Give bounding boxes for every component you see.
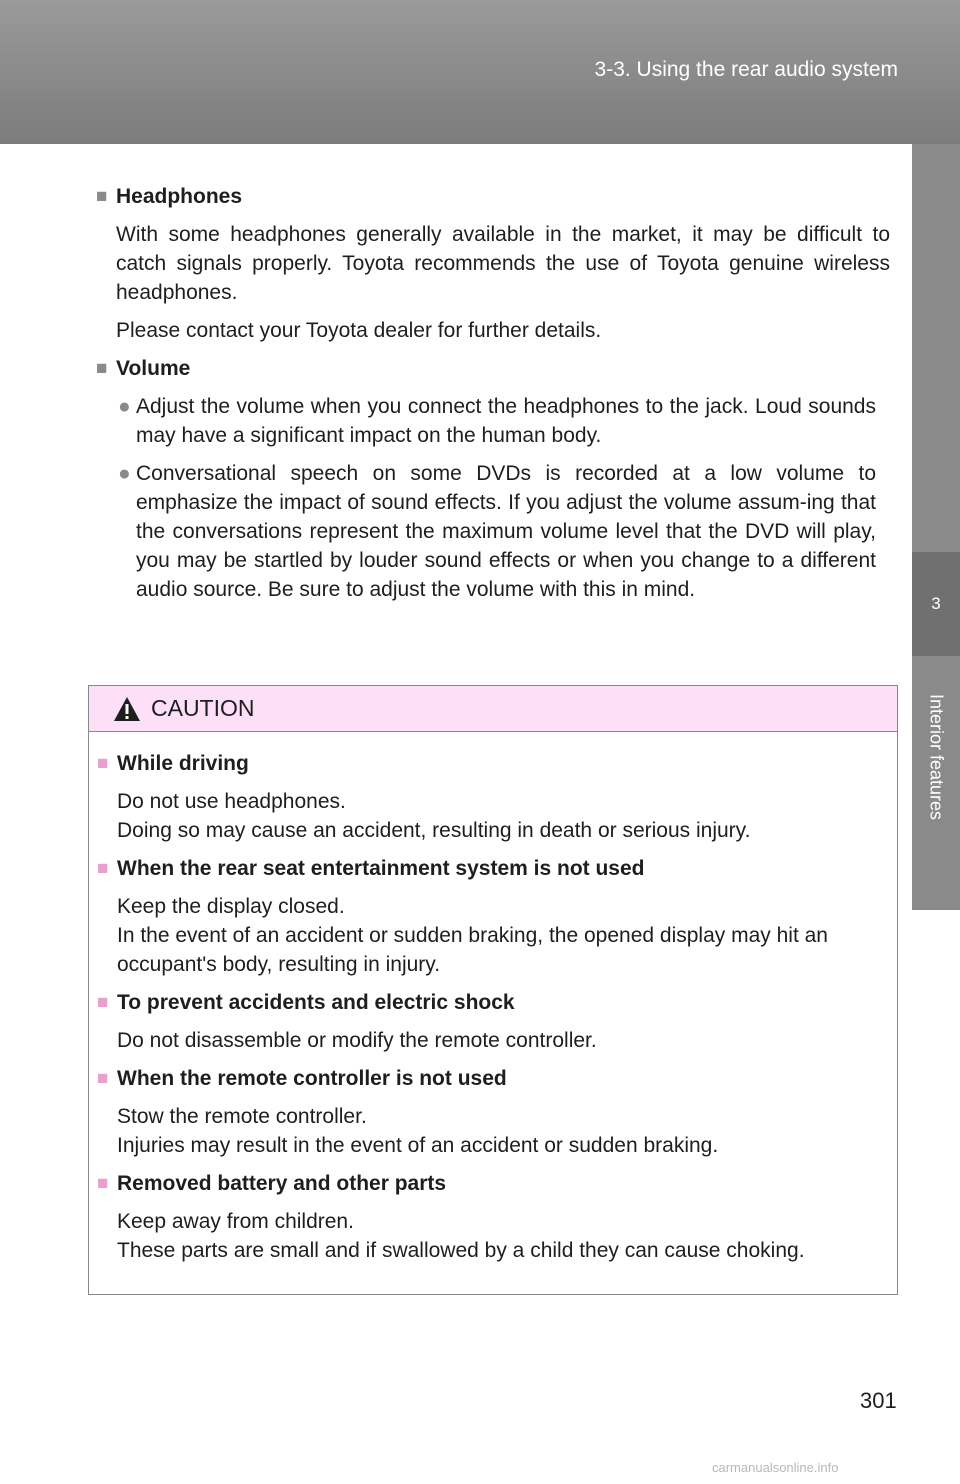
caution-item-text <box>117 1102 889 1160</box>
caution-line: Injuries may result in the event of an accident or sudden braking. <box>117 1134 719 1157</box>
caution-item-heading <box>97 988 889 1017</box>
main-content <box>96 182 890 613</box>
caution-line: Do not disassemble or modify the remote controller. <box>117 1029 597 1052</box>
caution-line: Do not use headphones. <box>117 790 346 813</box>
square-bullet-icon: ■ <box>97 992 109 1013</box>
caution-item-text <box>117 892 889 979</box>
caution-line: Keep the display closed. <box>117 895 345 918</box>
bullet-text: Conversational speech on some DVDs is recorded at a low volume to emphasize the impact of sound effects. If you adjust the volume assum-ing that the conversations represent the maximum volume level that the DVD will play, you may be startled by louder sound effects or when you change to a different audio source. Be sure to adjust the volume with this in mind. <box>136 462 876 601</box>
caution-line: Doing so may cause an accident, resulting in death or serious injury. <box>117 819 751 842</box>
caution-item-title: When the remote controller is not used <box>117 1067 507 1090</box>
caution-item-heading <box>97 1169 889 1198</box>
bullet-text: Adjust the volume when you connect the headphones to the jack. Loud sounds may have a significant impact on the human body. <box>136 395 876 447</box>
caution-item-title: When the rear seat entertainment system is not used <box>117 857 645 880</box>
caution-box <box>88 685 898 1295</box>
caution-item-title: Removed battery and other parts <box>117 1172 447 1195</box>
caution-item-title: To prevent accidents and electric shock <box>117 991 515 1014</box>
square-bullet-icon: ■ <box>97 753 109 774</box>
paragraph: With some headphones generally available in the market, it may be difficult to catch signals properly. Toyota recommends the use of Toyota genuine wireless headphones. <box>116 223 890 304</box>
volume-heading: Volume <box>116 357 191 380</box>
watermark: carmanualsonline.info <box>712 1460 839 1475</box>
caution-header <box>89 686 897 732</box>
circle-bullet-icon: ● <box>118 462 131 485</box>
square-bullet-icon: ■ <box>97 1173 109 1194</box>
paragraph: Please contact your Toyota dealer for further details. <box>116 319 602 342</box>
caution-item-heading <box>97 749 889 778</box>
caution-label: CAUTION <box>151 695 255 721</box>
caution-line: Stow the remote controller. <box>117 1105 367 1128</box>
list-item <box>96 459 890 604</box>
square-bullet-icon: ■ <box>96 358 108 379</box>
caution-item-text <box>117 787 889 845</box>
warning-triangle-icon <box>113 696 141 722</box>
caution-line: Keep away from children. <box>117 1210 354 1233</box>
page-number: 301 <box>860 1388 897 1413</box>
section-title: 3-3. Using the rear audio system <box>594 58 898 81</box>
circle-bullet-icon: ● <box>118 395 131 418</box>
section-heading <box>96 182 890 211</box>
square-bullet-icon: ■ <box>96 186 108 207</box>
headphones-heading: Headphones <box>116 185 243 208</box>
caution-body <box>89 732 897 1265</box>
caution-item-heading <box>97 1064 889 1093</box>
list-item <box>96 392 890 450</box>
chapter-tab: 3 <box>912 552 960 656</box>
chapter-label: Interior features <box>926 693 947 821</box>
caution-item-title: While driving <box>117 752 249 775</box>
caution-item-text <box>117 1026 889 1055</box>
page-header <box>0 0 960 144</box>
square-bullet-icon: ■ <box>97 858 109 879</box>
caution-item-heading <box>97 854 889 883</box>
section-heading <box>96 354 890 383</box>
square-bullet-icon: ■ <box>97 1068 109 1089</box>
side-bar-top <box>912 144 960 552</box>
caution-line: These parts are small and if swallowed by a child they can cause choking. <box>117 1239 805 1262</box>
caution-item-text <box>117 1207 889 1265</box>
caution-line: In the event of an accident or sudden braking, the opened display may hit an occupant's body, resulting in injury. <box>117 924 828 976</box>
